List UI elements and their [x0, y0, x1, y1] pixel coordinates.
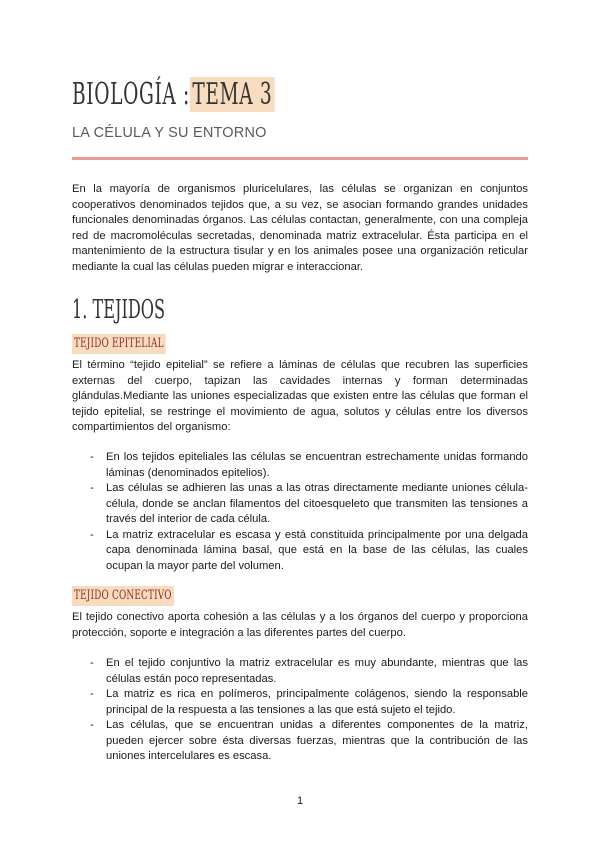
conectivo-paragraph: El tejido conectivo aporta cohesión a las células y a los órganos del cuerpo y proporciona protección, soporte e integración a las diferentes partes del cuerpo.: [72, 611, 528, 639]
list-item: - Las células se adhieren las unas a las otras directamente mediante uniones célula-célula, donde se anclan filamentos del citoesqueleto que transmiten las tensiones a través del interior de cada célula.: [90, 482, 528, 525]
title-divider: [72, 157, 528, 160]
list-item: - Las células, que se encuentran unidas a diferentes componentes de la matriz, pueden ejercer sobre ésta diversas fuerzas, mientras que la contribución de las uniones intercelulares es escasa.: [90, 719, 528, 762]
section-heading-tejidos: 1. TEJIDOS: [72, 295, 166, 325]
epitelial-paragraph: El término “tejido epitelial” se refiere a láminas de células que recubren las superficies externas del cuerpo, tapizan las cavidades internas y forman determinadas glándulas.Mediante las uniones especializadas que existen entre las células que forman el tejido epitelial, se restringe el movimiento de agua, solutos y células entre los diversos compartimientos del organismo:: [72, 359, 528, 433]
epitelial-bullet-list: [72, 450, 528, 574]
page-number: 1: [296, 795, 304, 807]
title-main: BIOLOGÍA :: [72, 77, 190, 112]
subheading-tejido-conectivo: TEJIDO CONECTIVO: [72, 586, 174, 606]
document-title: [72, 74, 275, 116]
list-item: - En los tejidos epiteliales las células se encuentran estrechamente unidas formando láminas (denominados epitelios).: [90, 451, 528, 479]
subheading-tejido-epitelial: TEJIDO EPITELIAL: [72, 334, 166, 354]
list-item: - En el tejido conjuntivo la matriz extracelular es muy abundante, mientras que las células están poco representadas.: [90, 657, 528, 685]
list-item: - La matriz extracelular es escasa y está constituida principalmente por una delgada capa denominada lámina basal, que está en la base de las células, las cuales ocupan la mayor parte del volumen.: [90, 528, 528, 572]
conectivo-bullet-list: [72, 656, 528, 765]
intro-paragraph: En la mayoría de organismos pluricelulares, las células se organizan en conjuntos cooperativos denominados tejidos que, a su vez, se asocian formando grandes unidades funcionales denominadas órganos. Las células contactan, generalmente, con una compleja red de macromoléculas secretadas, denominada matriz extracelular. Ésta participa en el mantenimiento de la estructura tisular y en los animales posee una organización reticular mediante la cual las células pueden migrar e interaccionar.: [72, 183, 528, 273]
title-highlight: TEMA 3: [190, 77, 275, 112]
list-item: - La matriz es rica en polímeros, principalmente colágenos, siendo la responsable principal de la respuesta a las tensiones a las que está sujeto el tejido.: [90, 688, 528, 716]
document-subtitle: LA CÉLULA Y SU ENTORNO: [72, 125, 267, 141]
